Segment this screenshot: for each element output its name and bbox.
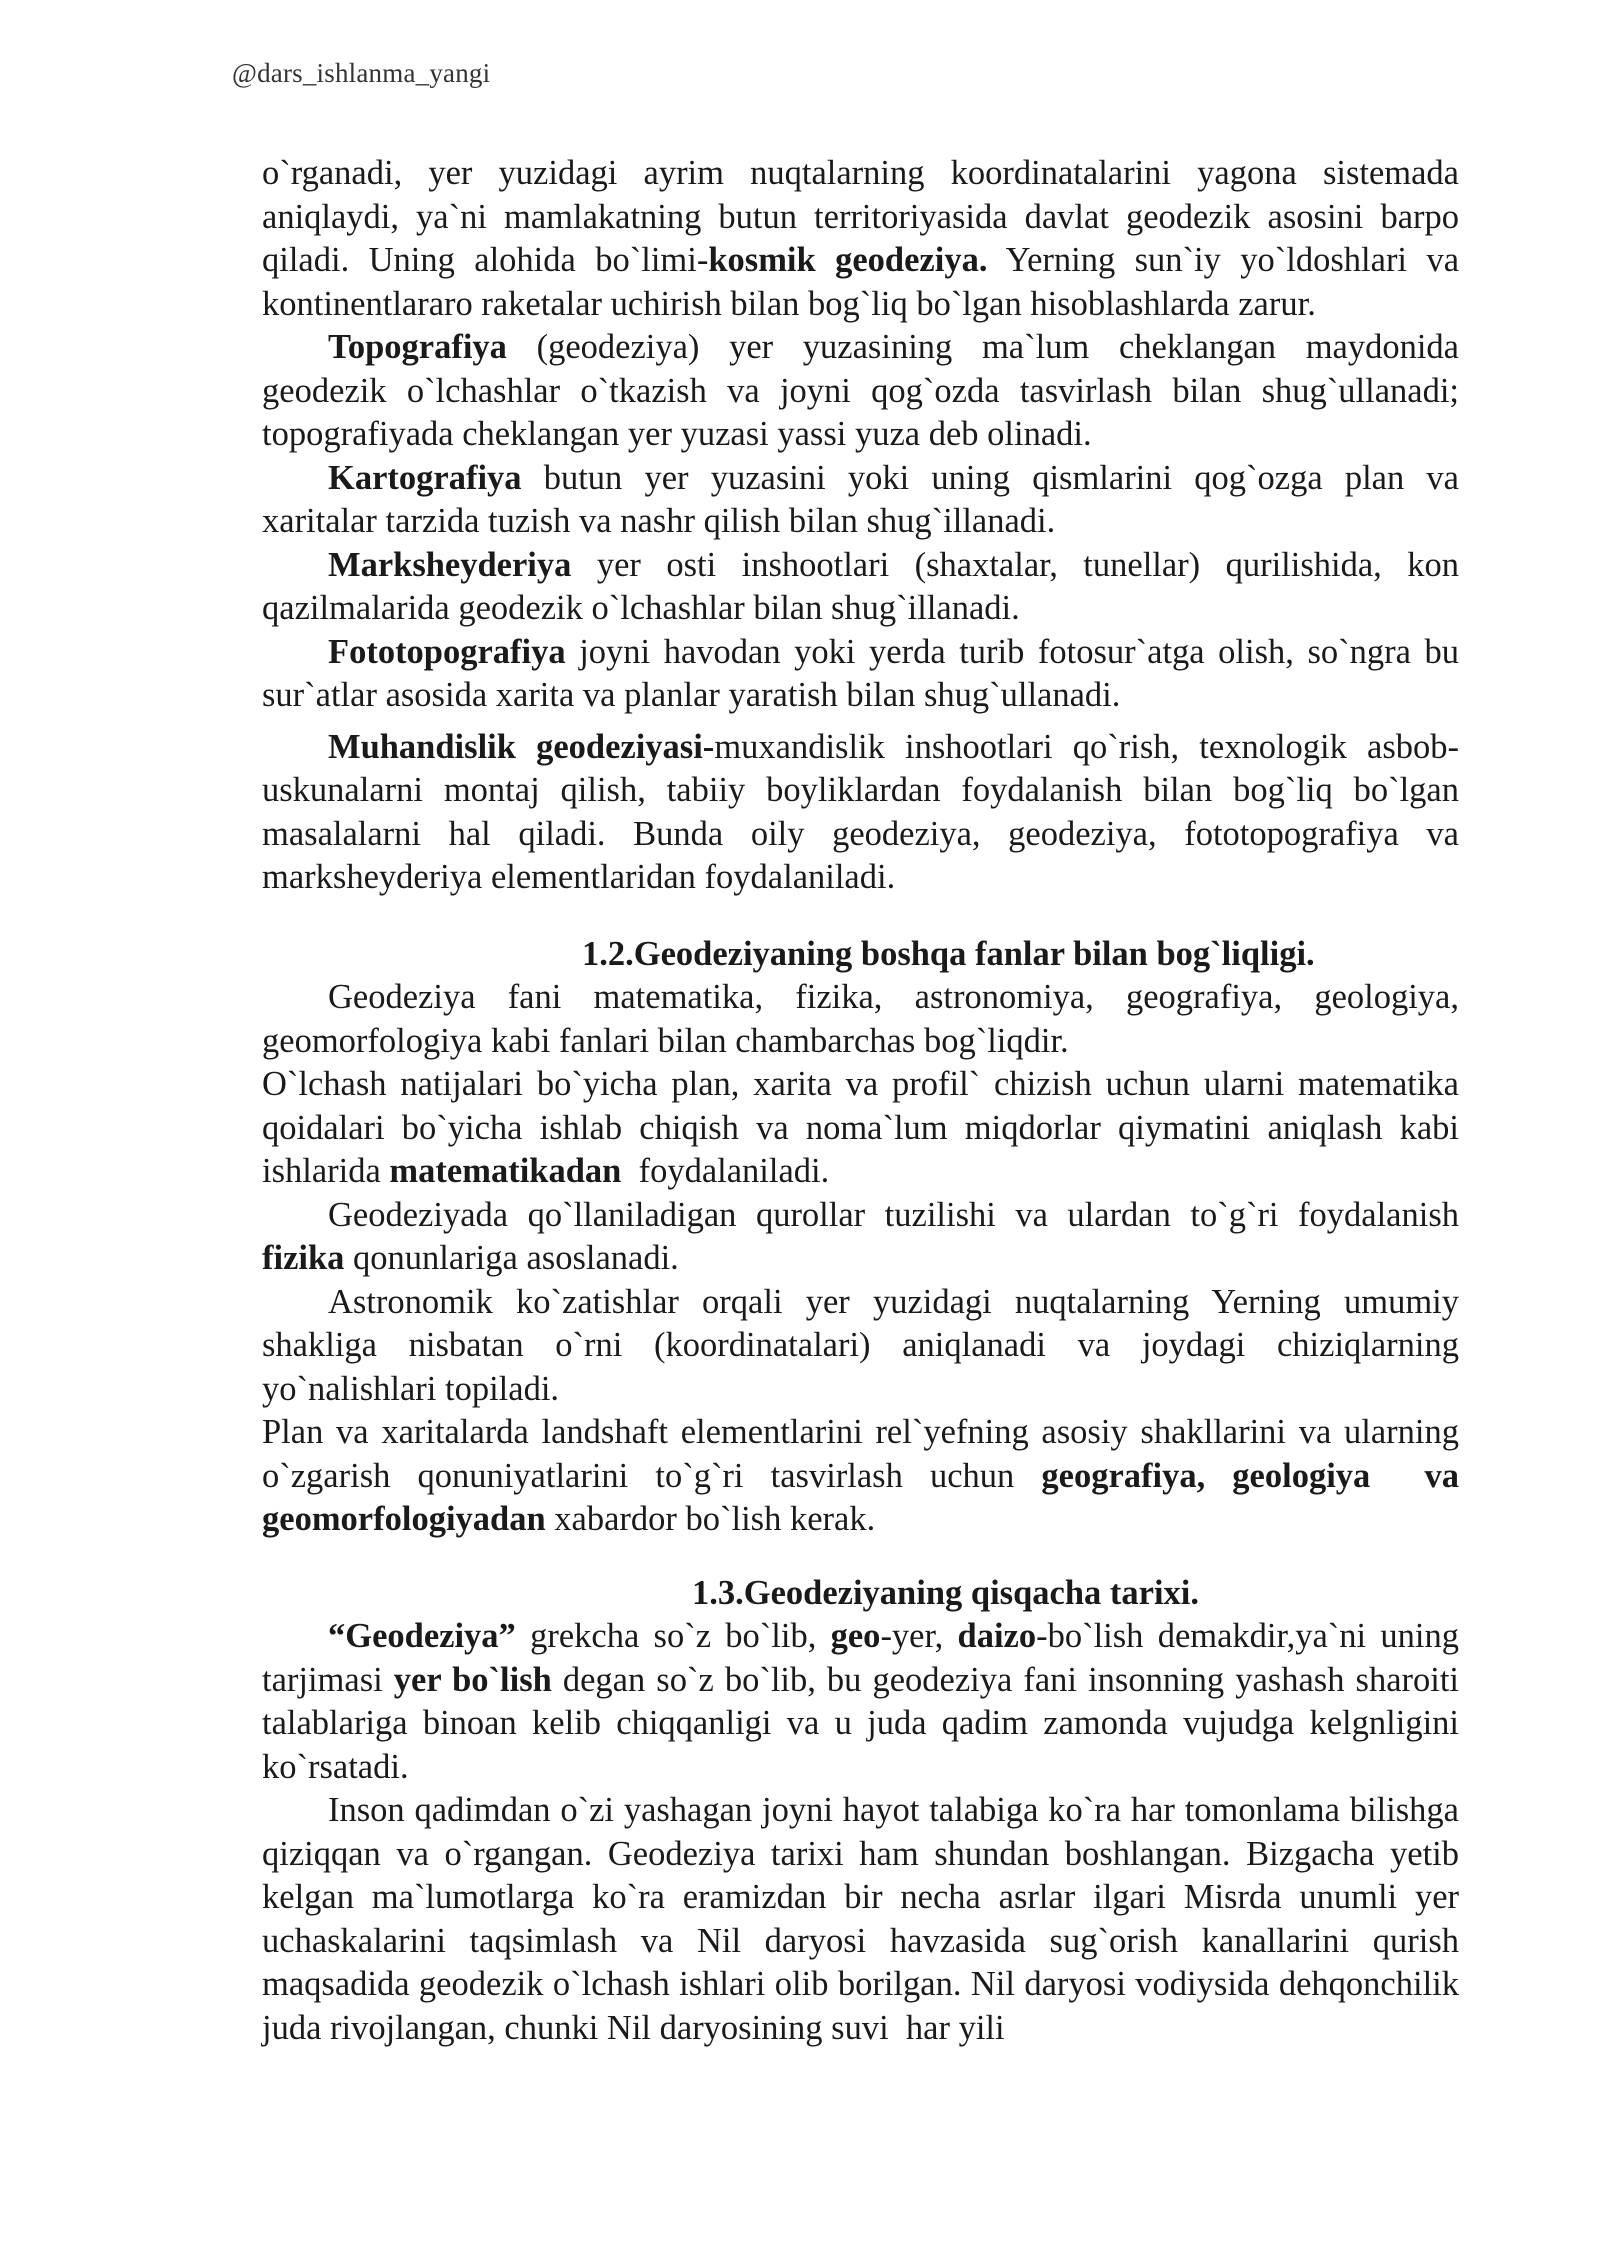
paragraph-fizika: [262, 1194, 1459, 1281]
term-geografiya-geologiya: geografiya, geologiya va geomorfologiyadan: [262, 1456, 1468, 1538]
watermark: @dars_ishlanma_yangi: [232, 58, 491, 88]
text: (geodeziya) yer yuzasining ma`lum cheklangan maydonida geodezik o`lchashlar o`tkazish va joyni qog`ozda tasvirlash bilan shug`ullanadi; topografiyada cheklangan yer yuzasi yassi yuza deb olinadi.: [262, 328, 1459, 453]
term-kartografiya: Kartografiya: [328, 458, 522, 497]
term-topografiya: Topografiya: [328, 328, 507, 366]
text: Astronomik ko`zatishlar orqali yer yuzidagi nuqtalarning Yerning umumiy shakliga nisbatan o`rni (koordinatalari) aniqlanadi va joydagi chiziqlarning yo`nalishlari topiladi.: [262, 1282, 1459, 1408]
paragraph-fanlar: [262, 976, 1459, 1063]
term-fototopografiya: Fototopografiya: [328, 632, 566, 671]
text: Geodeziya fani matematika, fizika, astronomiya, geografiya, geologiya, geomorfologiya kabi fanlari bilan chambarchas bog`liqdir.: [262, 978, 1459, 1060]
text: degan so`z bo`lib, bu geodeziya fani insonning yashash sharoiti talablariga binoan kelib chiqqanligi va u juda qadim zamonda vujudga kelgnligini ko`rsatadi.: [262, 1660, 1460, 1786]
text: O`lchash natijalari bo`yicha plan, xarita va profil` chizish uchun ularni matematika qoidalari bo`yicha ishlab chiqish va noma`lum miqdorlar qiymatini aniqlash kabi ishlarida: [262, 1065, 1459, 1190]
text: Yerning sun`iy yo`ldoshlari va kontinentlararo raketalar uchirish bilan bog`liq bo`lgan hisoblashlarda zarur.: [262, 241, 1460, 323]
section-heading-1-3: 1.3.Geodeziyaning qisqacha tarixi.: [692, 1573, 1199, 1612]
text: grekcha so`z bo`lib,: [515, 1617, 831, 1655]
text: butun yer yuzasini yoki uning qismlarini qog`ozga plan va xaritalar tarzida tuzish va nashr qilish bilan shug`illanadi.: [262, 458, 1459, 540]
text: foydalaniladi.: [621, 1152, 830, 1190]
text: yer osti inshootlari (shaxtalar, tunellar) qurilishida, kon qazilmalarida geodezik o`lchashlar bilan shug`illanadi.: [262, 545, 1459, 627]
paragraph-muhandislik: [262, 726, 1459, 900]
paragraph-fototopografiya: [262, 631, 1459, 718]
term-geo: geo: [830, 1617, 881, 1655]
text: Geodeziyada qo`llaniladigan qurollar tuzilishi va ulardan to`g`ri foydalanish: [328, 1195, 1459, 1234]
text: muxandislik inshootlari qo`rish, texnologik asbob-uskunalarni montaj qilish, tabiiy boyliklardan foydalanish bilan bog`liq bo`lgan masalalarni hal qiladi. Bunda oily geodeziya, geodeziya, fototopografiya va marksheyderiya elementlaridan foydalaniladi.: [262, 727, 1459, 896]
text: -yer,: [880, 1617, 958, 1655]
text: Plan va xaritalarda landshaft elementlarini rel`yefning asosiy shakllarini va ularning o`zgarish qonuniyatlarini to`g`ri tasvirlash uchun: [262, 1413, 1459, 1495]
paragraph-topografiya: [262, 326, 1459, 457]
term-geodeziya: “Geodeziya”: [328, 1617, 516, 1655]
term-kosmik-geodeziya: kosmik geodeziya.: [708, 241, 988, 279]
term-daizo: daizo: [957, 1617, 1037, 1655]
text: joyni havodan yoki yerda turib fotosur`atga olish, so`ngra bu sur`atlar asosida xarita va planlar yaratish bilan shug`ullanadi.: [262, 632, 1459, 714]
document-body: [262, 152, 1468, 2050]
term-matematikadan: matematikadan: [389, 1152, 622, 1190]
section-heading-1-2: 1.2.Geodeziyaning boshqa fanlar bilan bog`liqligi.: [582, 934, 1315, 973]
paragraph-landshaft: [262, 1411, 1468, 1542]
paragraph-astronomik: [262, 1281, 1459, 1412]
term-marksheyderiya: Marksheyderiya: [328, 545, 572, 584]
term-yer-bolish: yer bo`lish: [393, 1660, 552, 1699]
term-muhandislik-geodeziyasi: Muhandislik geodeziyasi-: [328, 727, 715, 766]
text: o`rganadi, yer yuzidagi ayrim nuqtalarning koordinatalarini yagona sistemada aniqlaydi, ya`ni mamlakatning butun territoriyasida davlat geodezik asosini barpo qiladi. Uning alohida bo`limi-: [262, 154, 1459, 279]
paragraph-marksheyderiya: [262, 544, 1459, 631]
text: -bo`lish demakdir,ya`ni uning tarjimasi: [262, 1617, 1459, 1699]
paragraph-matematika: [262, 1063, 1459, 1194]
paragraph-tarix: [262, 1789, 1468, 2050]
text: qonunlariga asoslanadi.: [344, 1239, 679, 1277]
text: Inson qadimdan o`zi yashagan joyni hayot talabiga ko`ra har tomonlama bilishga qiziqqan va o`rgangan. Geodeziya tarixi ham shundan boshlangan. Bizgacha yetib kelgan ma`lumotlarga ko`ra eramizdan bir necha asrlar ilgari Misrda unumli yer uchaskalarini taqsimlash va Nil daryosi havzasida sug`orish kanallarini qurish maqsadida geodezik o`lchash ishlari olib borilgan. Nil daryosi vodiysida dehqonchilik juda rivojlangan, chunki Nil daryosining suvi har yili: [262, 1791, 1468, 2047]
text: xabardor bo`lish kerak.: [545, 1500, 876, 1538]
paragraph-geodeziya-etymology: [262, 1615, 1459, 1789]
paragraph-kartografiya: [262, 457, 1459, 544]
paragraph-intro-continued: [262, 152, 1459, 326]
term-fizika: fizika: [262, 1239, 345, 1277]
